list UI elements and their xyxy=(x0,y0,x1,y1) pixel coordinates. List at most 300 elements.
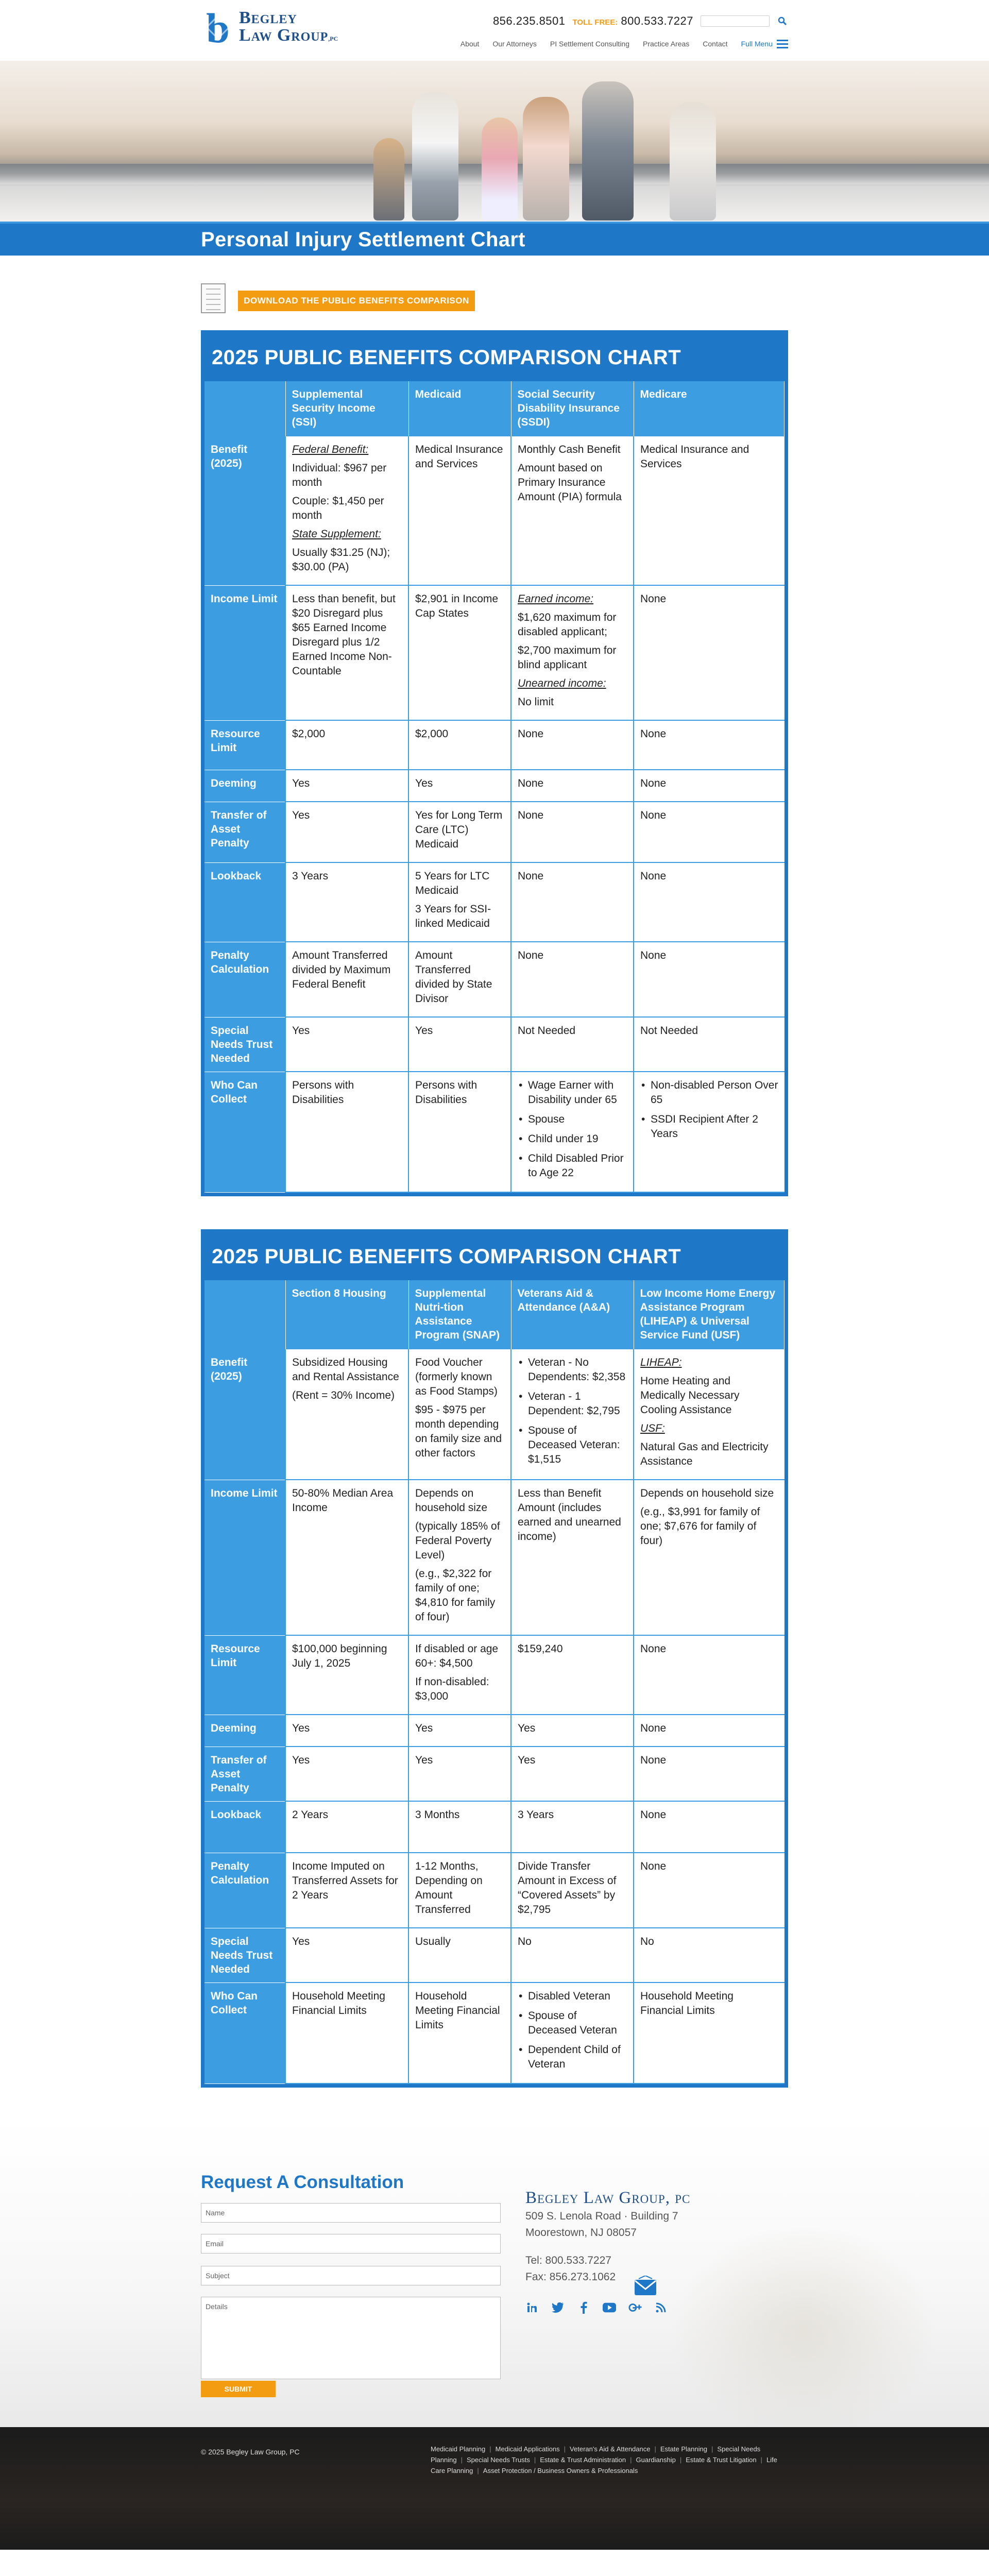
cell-text: Yes xyxy=(415,1025,433,1037)
cell-text: Persons with Disabilities xyxy=(292,1079,354,1106)
link-separator: | xyxy=(654,2445,656,2453)
name-field[interactable]: Name xyxy=(201,2203,501,2223)
cell-text: Depends on household size xyxy=(640,1487,774,1499)
cell-text: Usually xyxy=(415,1936,451,1947)
cell-text: None xyxy=(640,728,667,740)
underlined-label: Unearned income: xyxy=(518,677,606,689)
table-cell xyxy=(511,1715,634,1747)
cell-subheading xyxy=(640,1421,778,1436)
table-cell xyxy=(285,1715,408,1747)
cell-text: None xyxy=(518,870,544,882)
nav-about[interactable]: About xyxy=(460,40,480,48)
site-footer xyxy=(0,2427,989,2550)
table-cell xyxy=(511,1853,634,1928)
link-separator: | xyxy=(461,2456,463,2464)
table-cell xyxy=(634,1017,785,1072)
list-item: • Spouse of Deceased Veteran: $1,515 xyxy=(518,1423,627,1467)
table-cell xyxy=(634,1982,785,2083)
cell-text: None xyxy=(640,1643,667,1655)
row-label: Deeming xyxy=(204,770,285,802)
table-cell xyxy=(634,720,785,770)
googleplus-icon[interactable] xyxy=(628,2301,642,2314)
details-field[interactable]: Details xyxy=(201,2297,501,2379)
cell-text: Yes xyxy=(292,1754,310,1766)
cell-text: Yes xyxy=(292,1936,310,1947)
cell-text: Food Voucher (formerly known as Food Stamps) xyxy=(415,1357,498,1397)
cell-text: $95 - $975 per month depending on family size and other factors xyxy=(415,1404,502,1459)
table-cell xyxy=(408,1928,511,1982)
row-label: Who Can Collect xyxy=(204,1982,285,2083)
table-cell xyxy=(634,1349,785,1480)
link-separator: | xyxy=(534,2456,536,2464)
footer-link[interactable]: Life Care Planning xyxy=(431,2456,777,2475)
search-icon[interactable] xyxy=(777,15,788,27)
cell-text: 3 Years xyxy=(292,870,329,882)
copyright: © 2025 Begley Law Group, PC xyxy=(201,2448,300,2456)
underlined-label: Federal Benefit: xyxy=(292,444,369,455)
nav-pi-settlement[interactable]: PI Settlement Consulting xyxy=(550,40,630,48)
cell-text: Medical Insurance and Services xyxy=(640,444,749,470)
mail-icon[interactable] xyxy=(634,2276,657,2299)
corner-cell xyxy=(204,381,285,436)
cell-text: None xyxy=(518,950,544,961)
cell-subheading xyxy=(518,676,627,691)
footer-link[interactable]: Estate & Trust Litigation xyxy=(686,2456,757,2464)
cell-text: None xyxy=(518,809,544,821)
list-item: • Spouse xyxy=(518,1112,627,1127)
cell-text: 50-80% Median Area Income xyxy=(292,1487,394,1514)
cell-text: Depends on household size xyxy=(415,1487,488,1514)
cell-list xyxy=(518,1078,627,1180)
column-header: Supplemental Security Income (SSI) xyxy=(285,381,408,436)
row-label: Resource Limit xyxy=(204,720,285,770)
list-item: • Veteran - No Dependents: $2,358 xyxy=(518,1355,627,1384)
cell-text: Persons with Disabilities xyxy=(415,1079,478,1106)
logo-suffix: ,PC xyxy=(328,35,338,42)
table-cell xyxy=(511,862,634,942)
toll-free xyxy=(573,14,693,28)
facebook-icon[interactable] xyxy=(577,2301,590,2314)
title-band xyxy=(0,222,989,256)
table-cell xyxy=(408,585,511,720)
chart-title: 2025 PUBLIC BENEFITS COMPARISON CHART xyxy=(204,1233,785,1280)
footer-link[interactable]: Veteran's Aid & Attendance xyxy=(570,2445,651,2453)
row-label: Penalty Calculation xyxy=(204,942,285,1017)
link-separator: | xyxy=(679,2456,682,2464)
table-cell xyxy=(511,720,634,770)
table-cell xyxy=(634,770,785,802)
table-cell xyxy=(408,1801,511,1853)
table-cell xyxy=(634,1072,785,1192)
cell-text: Amount Transferred divided by Maximum Federal Benefit xyxy=(292,950,391,990)
table-cell xyxy=(285,862,408,942)
table-cell xyxy=(634,585,785,720)
table-cell xyxy=(634,1635,785,1715)
logo-line-1: Begley xyxy=(239,8,297,27)
list-item: • Wage Earner with Disability under 65 xyxy=(518,1078,627,1107)
cell-list xyxy=(518,1989,627,2072)
logo-line-2 xyxy=(239,27,338,47)
cell-text: Less than Benefit Amount (includes earned and unearned income) xyxy=(518,1487,621,1543)
table-row xyxy=(204,1635,785,1715)
table-cell xyxy=(408,802,511,862)
footer-link[interactable]: Medicaid Planning xyxy=(431,2445,486,2453)
address-line-1: 509 S. Lenola Road · Building 7 xyxy=(525,2210,678,2222)
cell-text: (Rent = 30% Income) xyxy=(292,1389,395,1401)
logo-line-2-text: Law Group xyxy=(239,26,329,45)
cell-text: Subsidized Housing and Rental Assistance xyxy=(292,1357,399,1383)
youtube-icon[interactable] xyxy=(603,2301,616,2314)
link-separator: | xyxy=(489,2445,491,2453)
table-cell xyxy=(408,1635,511,1715)
hero-person-woman xyxy=(523,97,569,221)
table-cell xyxy=(511,1480,634,1635)
cell-text: None xyxy=(640,777,667,789)
table-cell xyxy=(408,1982,511,2083)
cell-text: 3 Years for SSI-linked Medicaid xyxy=(415,903,491,929)
table-cell xyxy=(285,1349,408,1480)
table-cell xyxy=(285,1853,408,1928)
row-label: Who Can Collect xyxy=(204,1072,285,1192)
cell-text: Amount Transferred divided by State Divisor xyxy=(415,950,492,1005)
column-header: Medicare xyxy=(634,381,785,436)
comparison-chart xyxy=(201,1229,788,2088)
cell-text: Medical Insurance and Services xyxy=(415,444,503,470)
table-cell xyxy=(285,1801,408,1853)
cell-text: None xyxy=(640,1722,667,1734)
cell-text: 5 Years for LTC Medicaid xyxy=(415,870,490,896)
cell-text: $2,901 in Income Cap States xyxy=(415,593,499,619)
toll-free-label: TOLL FREE: xyxy=(572,18,618,27)
address-line-2: Moorestown, NJ 08057 xyxy=(525,2227,637,2239)
cell-text: (e.g., $3,991 for family of one; $7,676 for family of four) xyxy=(640,1506,760,1547)
table-cell xyxy=(634,1747,785,1801)
hero-person-grandfather xyxy=(582,81,634,221)
firm-name: Begley Law Group, pc xyxy=(525,2189,691,2207)
table-cell xyxy=(511,585,634,720)
cell-subheading xyxy=(292,443,402,457)
site-header xyxy=(0,0,989,61)
table-row xyxy=(204,1072,785,1192)
table-row xyxy=(204,1017,785,1072)
cell-subheading xyxy=(640,1355,778,1370)
table-cell xyxy=(511,1017,634,1072)
cell-text: Yes xyxy=(518,1722,536,1734)
social-icons xyxy=(525,2301,668,2314)
table-cell xyxy=(408,1017,511,1072)
cell-text: If non-disabled: $3,000 xyxy=(415,1676,489,1702)
nav-attorneys[interactable]: Our Attorneys xyxy=(492,40,537,48)
hero-person-child-1 xyxy=(373,138,404,221)
table-cell xyxy=(285,942,408,1017)
table-cell xyxy=(634,1480,785,1635)
cell-text: Not Needed xyxy=(518,1025,576,1037)
row-label: Transfer of Asset Penalty xyxy=(204,802,285,862)
cell-text: Yes xyxy=(415,1722,433,1734)
link-separator: | xyxy=(564,2445,566,2453)
table-row xyxy=(204,942,785,1017)
list-item: • Spouse of Deceased Veteran xyxy=(518,2009,627,2038)
table-cell xyxy=(408,1715,511,1747)
footer-link[interactable]: Estate Planning xyxy=(660,2445,707,2453)
table-cell xyxy=(285,1982,408,2083)
table-row xyxy=(204,770,785,802)
table-body xyxy=(204,436,785,1192)
table-cell xyxy=(634,942,785,1017)
table-cell xyxy=(285,1017,408,1072)
table-cell xyxy=(634,1853,785,1928)
footer-links xyxy=(431,2444,788,2476)
table-row xyxy=(204,720,785,770)
cell-text: (typically 185% of Federal Poverty Level) xyxy=(415,1520,500,1561)
cell-text: None xyxy=(640,809,667,821)
table-cell xyxy=(511,1801,634,1853)
cell-list xyxy=(518,1355,627,1467)
table-row xyxy=(204,802,785,862)
table-cell xyxy=(408,770,511,802)
table-cell xyxy=(408,720,511,770)
link-separator: | xyxy=(711,2445,713,2453)
table-cell xyxy=(634,1928,785,1982)
column-header: Veterans Aid & Attendance (A&A) xyxy=(511,1280,634,1349)
table-cell xyxy=(511,802,634,862)
cell-text: (e.g., $2,322 for family of one; $4,810 for family of four) xyxy=(415,1568,496,1623)
cell-text: Usually $31.25 (NJ); $30.00 (PA) xyxy=(292,547,390,573)
table-head xyxy=(204,381,785,436)
hero-image xyxy=(0,61,989,222)
search-input[interactable] xyxy=(701,15,770,27)
rss-icon[interactable] xyxy=(654,2301,668,2314)
table-cell xyxy=(634,436,785,585)
cell-text: Natural Gas and Electricity Assistance xyxy=(640,1441,769,1467)
list-item: • Child Disabled Prior to Age 22 xyxy=(518,1151,627,1180)
cell-subheading xyxy=(518,592,627,606)
cell-subheading xyxy=(292,527,402,541)
table-row xyxy=(204,862,785,942)
table-cell xyxy=(634,1715,785,1747)
row-label: Benefit (2025) xyxy=(204,436,285,585)
cell-text: Amount based on Primary Insurance Amount (PIA) formula xyxy=(518,462,622,503)
nav-contact[interactable]: Contact xyxy=(703,40,728,48)
row-label: Resource Limit xyxy=(204,1635,285,1715)
cell-text: If disabled or age 60+: $4,500 xyxy=(415,1643,499,1669)
row-label: Lookback xyxy=(204,862,285,942)
table-cell xyxy=(511,942,634,1017)
cell-text: Household Meeting Financial Limits xyxy=(415,1990,500,2031)
header-row xyxy=(204,1280,785,1349)
cell-text: Less than benefit, but $20 Disregard plus $65 Earned Income Disregard plus 1/2 Earned Income Non-Countable xyxy=(292,593,396,677)
cell-text: Yes xyxy=(292,1025,310,1037)
table-row xyxy=(204,1853,785,1928)
full-menu-label: Full Menu xyxy=(741,40,773,48)
cell-text: Yes xyxy=(292,809,310,821)
consultation-title: Request A Consultation xyxy=(201,2172,404,2192)
cell-text: No xyxy=(518,1936,532,1947)
column-header: Low Income Home Energy Assistance Program (LIHEAP) & Universal Service Fund (USF) xyxy=(634,1280,785,1349)
cell-text: Household Meeting Financial Limits xyxy=(640,1990,734,2016)
table-row xyxy=(204,1982,785,2083)
comparison-chart xyxy=(201,330,788,1196)
top-bar xyxy=(493,14,788,28)
cell-text: 3 Years xyxy=(518,1809,554,1821)
row-label: Transfer of Asset Penalty xyxy=(204,1747,285,1801)
table-cell xyxy=(285,585,408,720)
cell-text: $100,000 beginning July 1, 2025 xyxy=(292,1643,387,1669)
table-cell xyxy=(634,802,785,862)
fax: Fax: 856.273.1062 xyxy=(525,2271,616,2283)
page-title: Personal Injury Settlement Chart xyxy=(201,228,525,251)
list-item: • Disabled Veteran xyxy=(518,1989,627,2004)
table-head xyxy=(204,1280,785,1349)
list-item: • SSDI Recipient After 2 Years xyxy=(640,1112,778,1141)
hero-person-child-2 xyxy=(482,117,518,221)
row-label: Special Needs Trust Needed xyxy=(204,1928,285,1982)
table-cell xyxy=(511,770,634,802)
table-cell xyxy=(285,1635,408,1715)
nav-practice-areas[interactable]: Practice Areas xyxy=(643,40,690,48)
table-cell xyxy=(285,1928,408,1982)
table-row xyxy=(204,436,785,585)
row-label: Deeming xyxy=(204,1715,285,1747)
column-header: Medicaid xyxy=(408,381,511,436)
underlined-label: Earned income: xyxy=(518,593,594,605)
table-row xyxy=(204,1349,785,1480)
header-row xyxy=(204,381,785,436)
footer-link[interactable]: Estate & Trust Administration xyxy=(540,2456,626,2464)
row-label: Income Limit xyxy=(204,585,285,720)
table-row xyxy=(204,1480,785,1635)
logo-text xyxy=(239,9,338,47)
table-cell xyxy=(285,720,408,770)
cell-text: Couple: $1,450 per month xyxy=(292,495,384,521)
table-row xyxy=(204,1747,785,1801)
cell-text: Household Meeting Financial Limits xyxy=(292,1990,385,2016)
link-separator: | xyxy=(760,2456,762,2464)
underlined-label: State Supplement: xyxy=(292,528,381,540)
corner-cell xyxy=(204,1280,285,1349)
table-cell xyxy=(408,1349,511,1480)
table-cell xyxy=(511,1928,634,1982)
cell-text: $2,000 xyxy=(415,728,449,740)
linkedin-icon[interactable] xyxy=(525,2301,539,2314)
underlined-label: USF: xyxy=(640,1422,665,1434)
cell-text: $2,700 maximum for blind applicant xyxy=(518,645,617,671)
table-cell xyxy=(408,862,511,942)
telephone[interactable]: Tel: 800.533.7227 xyxy=(525,2255,611,2266)
cell-text: None xyxy=(640,1809,667,1821)
row-label: Lookback xyxy=(204,1801,285,1853)
cell-text: Divide Transfer Amount in Excess of “Covered Assets” by $2,795 xyxy=(518,1860,617,1916)
download-row xyxy=(201,256,788,330)
cell-text: Individual: $967 per month xyxy=(292,462,387,488)
cell-text: No limit xyxy=(518,696,554,708)
table-cell xyxy=(511,1982,634,2083)
table-cell xyxy=(511,1072,634,1192)
toll-free-number[interactable]: 800.533.7227 xyxy=(621,14,693,27)
cell-text: Not Needed xyxy=(640,1025,698,1037)
link-separator: | xyxy=(630,2456,632,2464)
hero-person-man xyxy=(412,92,458,221)
footer-link[interactable]: Guardianship xyxy=(636,2456,676,2464)
column-header: Social Security Disability Insurance (SSDI) xyxy=(511,381,634,436)
list-item: • Veteran - 1 Dependent: $2,795 xyxy=(518,1389,627,1418)
table-cell xyxy=(511,1747,634,1801)
cell-text: Yes xyxy=(415,777,433,789)
table-cell xyxy=(285,770,408,802)
row-label: Income Limit xyxy=(204,1480,285,1635)
row-label: Penalty Calculation xyxy=(204,1853,285,1928)
cell-text: 2 Years xyxy=(292,1809,329,1821)
phone-number[interactable]: 856.235.8501 xyxy=(492,14,566,27)
cell-text: None xyxy=(518,728,544,740)
table-cell xyxy=(408,1480,511,1635)
link-separator: | xyxy=(477,2467,479,2475)
submit-button[interactable]: SUBMIT xyxy=(201,2381,276,2397)
comparison-tables xyxy=(201,330,788,2088)
cell-text: None xyxy=(518,777,544,789)
full-menu-button[interactable] xyxy=(741,39,788,48)
underlined-label: LIHEAP: xyxy=(640,1357,682,1368)
list-item: • Child under 19 xyxy=(518,1132,627,1146)
logo[interactable] xyxy=(201,5,338,52)
logo-mark-icon: b xyxy=(206,5,230,52)
table-row xyxy=(204,585,785,720)
cell-text: None xyxy=(640,870,667,882)
table-cell xyxy=(511,1635,634,1715)
table-cell xyxy=(285,436,408,585)
download-charts-button[interactable]: DOWNLOAD THE PUBLIC BENEFITS COMPARISON CHARTS xyxy=(238,291,475,311)
twitter-icon[interactable] xyxy=(551,2301,565,2314)
cell-text: None xyxy=(640,1860,667,1872)
list-item: • Non-disabled Person Over 65 xyxy=(640,1078,778,1107)
cell-text: Yes xyxy=(292,1722,310,1734)
table-cell xyxy=(511,436,634,585)
cell-text: Yes xyxy=(415,1754,433,1766)
footer-link[interactable]: Special Needs Trusts xyxy=(467,2456,530,2464)
contact-section xyxy=(0,2121,989,2427)
cell-text: Monthly Cash Benefit xyxy=(518,444,621,455)
cell-text: Yes for Long Term Care (LTC) Medicaid xyxy=(415,809,503,850)
table-row xyxy=(204,1715,785,1747)
comparison-table xyxy=(204,1280,785,2084)
firm-info xyxy=(525,2188,690,2285)
table-cell xyxy=(285,1072,408,1192)
column-header: Supplemental Nutri-tion Assistance Program (SNAP) xyxy=(408,1280,511,1349)
subject-field[interactable]: Subject xyxy=(201,2266,501,2285)
chart-title: 2025 PUBLIC BENEFITS COMPARISON CHART xyxy=(204,334,785,381)
table-row xyxy=(204,1928,785,1982)
email-field[interactable]: Email xyxy=(201,2234,501,2253)
table-cell xyxy=(511,1349,634,1480)
footer-link[interactable]: Asset Protection / Business Owners & Professionals xyxy=(483,2467,638,2475)
cell-text: $1,620 maximum for disabled applicant; xyxy=(518,612,617,638)
cell-text: 3 Months xyxy=(415,1809,460,1821)
cell-text: No xyxy=(640,1936,654,1947)
cell-list xyxy=(640,1078,778,1141)
table-cell xyxy=(408,1853,511,1928)
footer-link[interactable]: Special Needs Planning xyxy=(431,2445,761,2464)
cell-text: Yes xyxy=(292,777,310,789)
hamburger-icon xyxy=(777,39,788,48)
footer-link[interactable]: Medicaid Applications xyxy=(495,2445,560,2453)
document-icon xyxy=(201,283,226,313)
hero-person-grandmother xyxy=(670,102,716,221)
table-cell xyxy=(634,1801,785,1853)
comparison-table xyxy=(204,381,785,1193)
main-nav xyxy=(461,39,788,48)
column-header: Section 8 Housing xyxy=(285,1280,408,1349)
table-body xyxy=(204,1349,785,2083)
